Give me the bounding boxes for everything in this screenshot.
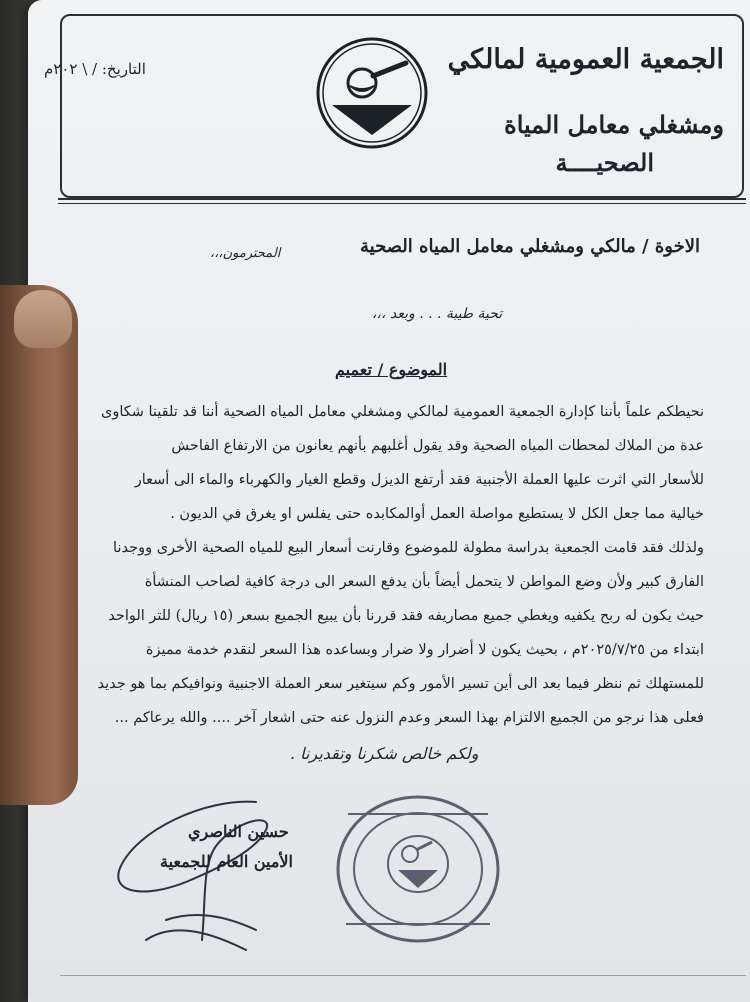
organization-logo [314,35,430,151]
handwritten-signature [106,790,306,960]
body-line: ابتداء من ٢٠٢٥/٧/٢٥م ، بحيث يكون لا أضرار ولا ضرار وبساعده هذا السعر لنقدم خدمة مميزة [145,642,704,658]
body-line: ولذلك فقد قامت الجمعية بدراسة مطولة للموضوع وقارنت أسعار البيع للمياه الصحية الأخرى ووجدنا [113,540,704,556]
subject-line: الموضوع / تعميم [335,360,448,379]
signatory-name: حسين الناصري [188,822,289,841]
greeting: تحية طيبة . . . وبعد ،،، [372,306,503,322]
body-line: حيث يكون له ربح يكفيه ويغطي جميع مصاريفه فقد قررنا بأن يبيع الجميع بسعر (١٥ ريال) للتر الواحد [108,608,704,624]
signatory-title: الأمين العام للجمعية [160,852,293,871]
closing-line: ولكم خالص شكرنا وتقديرنا . [290,744,479,763]
body-line: للمستهلك ثم ننظر فيما بعد الى أين تسير الأمور وكم سيتغير سعر العملة الاجنبية ونوافيكم بما هو جديد [97,676,704,692]
body-line: خيالية مما جعل الكل لا يستطيع مواصلة العمل أوالمكابده حتى يفلس او يغرق في الديون . [170,506,704,522]
date-field: التاريخ: / \ ٢٠٢م [44,60,146,78]
header-divider-thin [58,203,746,204]
honorific: المحترمون،،، [210,246,281,261]
body-line: الفارق كبير ولأن وضع المواطن لا يتحمل أيضاً بأن يدفع السعر الى درجة كافية لصاحب المنشأة [144,574,704,590]
body-line: نحيطكم علماً بأننا كإدارة الجمعية العمومية لمالكي ومشغلي معامل المياه الصحية أننا قد تلقينا شكاوى [100,404,704,420]
org-name-line3: الصحيــــة [555,148,654,177]
body-line: للأسعار التي اثرت عليها العملة الأجنبية فقد أرتفع الديزل وقطع الغيار والكهرباء والماء الى أسعار [134,472,704,488]
org-name-line1: الجمعية العمومية لمالكي [447,44,724,75]
official-stamp [328,784,508,954]
body-line: فعلى هذا نرجو من الجميع الالتزام بهذا السعر وعدم النزول عنه حتى اشعار آخر .... والله يرعاكم ... [114,710,704,726]
addressee: الاخوة / مالكي ومشغلي معامل المياه الصحية [359,236,700,257]
footer-rule [60,975,746,976]
header-divider [58,198,746,200]
holding-thumb [0,285,78,805]
org-name-line2: ومشغلي معامل المياة [504,110,724,139]
thumb-nail [14,290,72,348]
body-line: عدة من الملاك لمحطات المياه الصحية وقد يقول أغلبهم بأنهم يعانون من الارتفاع الفاحش [171,438,704,454]
